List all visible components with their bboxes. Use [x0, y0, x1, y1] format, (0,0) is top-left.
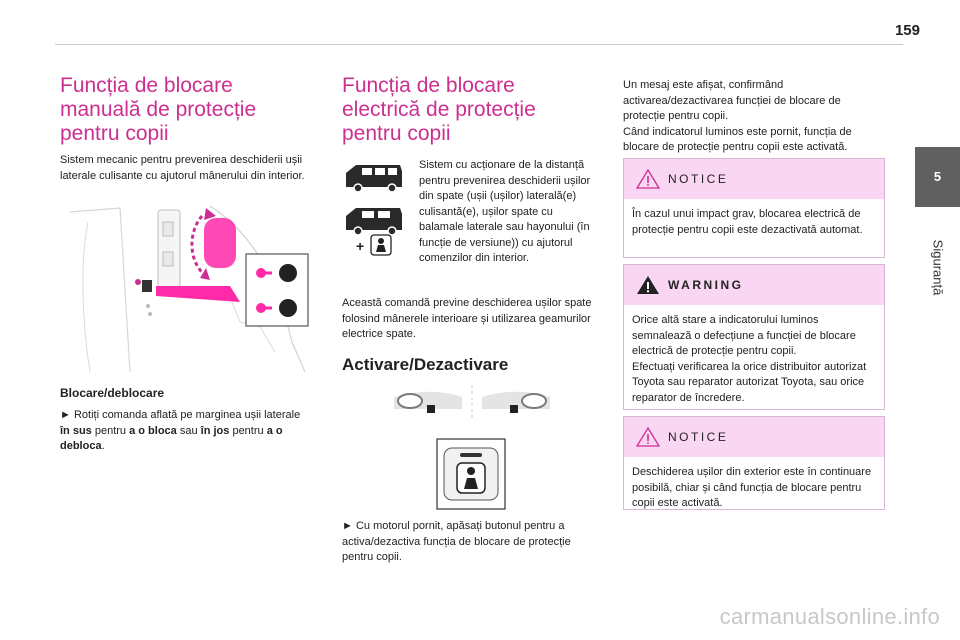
caution-icon — [636, 427, 660, 447]
manual-instruction: ► Rotiți comanda aflată pe marginea ușii laterale în sus pentru a o bloca sau în jos pentru a o debloca. — [60, 409, 301, 452]
notice-header — [624, 417, 884, 457]
warning-label: WARNING — [668, 278, 744, 292]
notice-text: Deschiderea ușilor din exterior este în continuare posibilă, chiar și când funcția de blocare pentru copii este activată. — [632, 466, 872, 509]
watermark: carmanualsonline.info — [719, 604, 940, 629]
chapter-tab[interactable]: 5 — [915, 147, 960, 207]
activation-subheading: Activare/Dezactivare — [342, 355, 509, 374]
warning-header — [624, 265, 884, 305]
door-lock-illustration — [60, 202, 310, 375]
warning-text: Orice altă stare a indicatorului luminos semnalează o defecțiune a funcției de blocare electrică de protecție pentru copii. Efectuați verificarea la orice distribuitor autorizat Toyota sau reparator autorizat Toyota, sau orice reparator de încredere. — [632, 314, 867, 404]
electric-vehicle-text: Sistem cu acționare de la distanță pentru prevenirea deschiderii ușilor din spate (ușii (ușilor) laterală(e) culisantă(e), ușilor spate cu balamale laterale sau hayonului (în funcție de versiune)) cu ajutorul comenzilor din interior. — [419, 159, 591, 264]
notice-text: În cazul unui impact grav, blocarea electrică de protecție pentru copii este dezactivată automat. — [632, 208, 863, 236]
door-lock-diagram — [60, 202, 310, 375]
warning-box — [623, 264, 885, 410]
manual-intro: Sistem mecanic pentru prevenirea deschiderii ușii laterale culisante cu ajutorul mânerului din interior. — [60, 154, 305, 182]
notice-box-1 — [623, 158, 885, 258]
child-lock-button-illustration — [436, 438, 506, 510]
activation-instruction: ► Cu motorul pornit, apăsați butonul pentru a activa/dezactiva funcția de blocare de protecție pentru copii. — [342, 520, 571, 563]
electric-para: Această comandă previne deschiderea ușilor spate folosind mânerele interioare și utilizarea geamurilor electrice spate. — [342, 297, 592, 340]
chapter-title: Siguranță — [930, 239, 946, 296]
section-title-electric: Funcția de blocare electrică de protecție pentru copii — [342, 74, 536, 145]
manual-subheading: Blocare/deblocare — [60, 386, 165, 400]
child-lock-icon — [370, 234, 392, 256]
caution-icon — [636, 169, 660, 189]
confirmation-text: Un mesaj este afișat, confirmând activarea/dezactivarea funcției de blocare de protecție pentru copii. Când indicatorul luminos este pornit, funcția de blocare de protecție pentru copii este activată. — [623, 79, 852, 153]
header-divider — [55, 44, 903, 45]
notice-box-2 — [623, 416, 885, 510]
bullet-marker: ► — [342, 520, 353, 532]
van-icon-hinged — [342, 204, 406, 236]
page-number: 159 — [894, 22, 920, 39]
section-title-manual: Funcția de blocare manuală de protecție pentru copii — [60, 74, 257, 145]
van-icon-sliding — [342, 161, 406, 193]
notice-label: NOTICE — [668, 430, 729, 444]
notice-header — [624, 159, 884, 199]
steering-wheels-illustration — [392, 383, 552, 423]
notice-label: NOTICE — [668, 172, 729, 186]
plus-sign: + — [356, 238, 365, 254]
bullet-marker: ► — [60, 409, 71, 421]
warning-icon — [636, 275, 660, 295]
chapter-label — [918, 216, 958, 326]
